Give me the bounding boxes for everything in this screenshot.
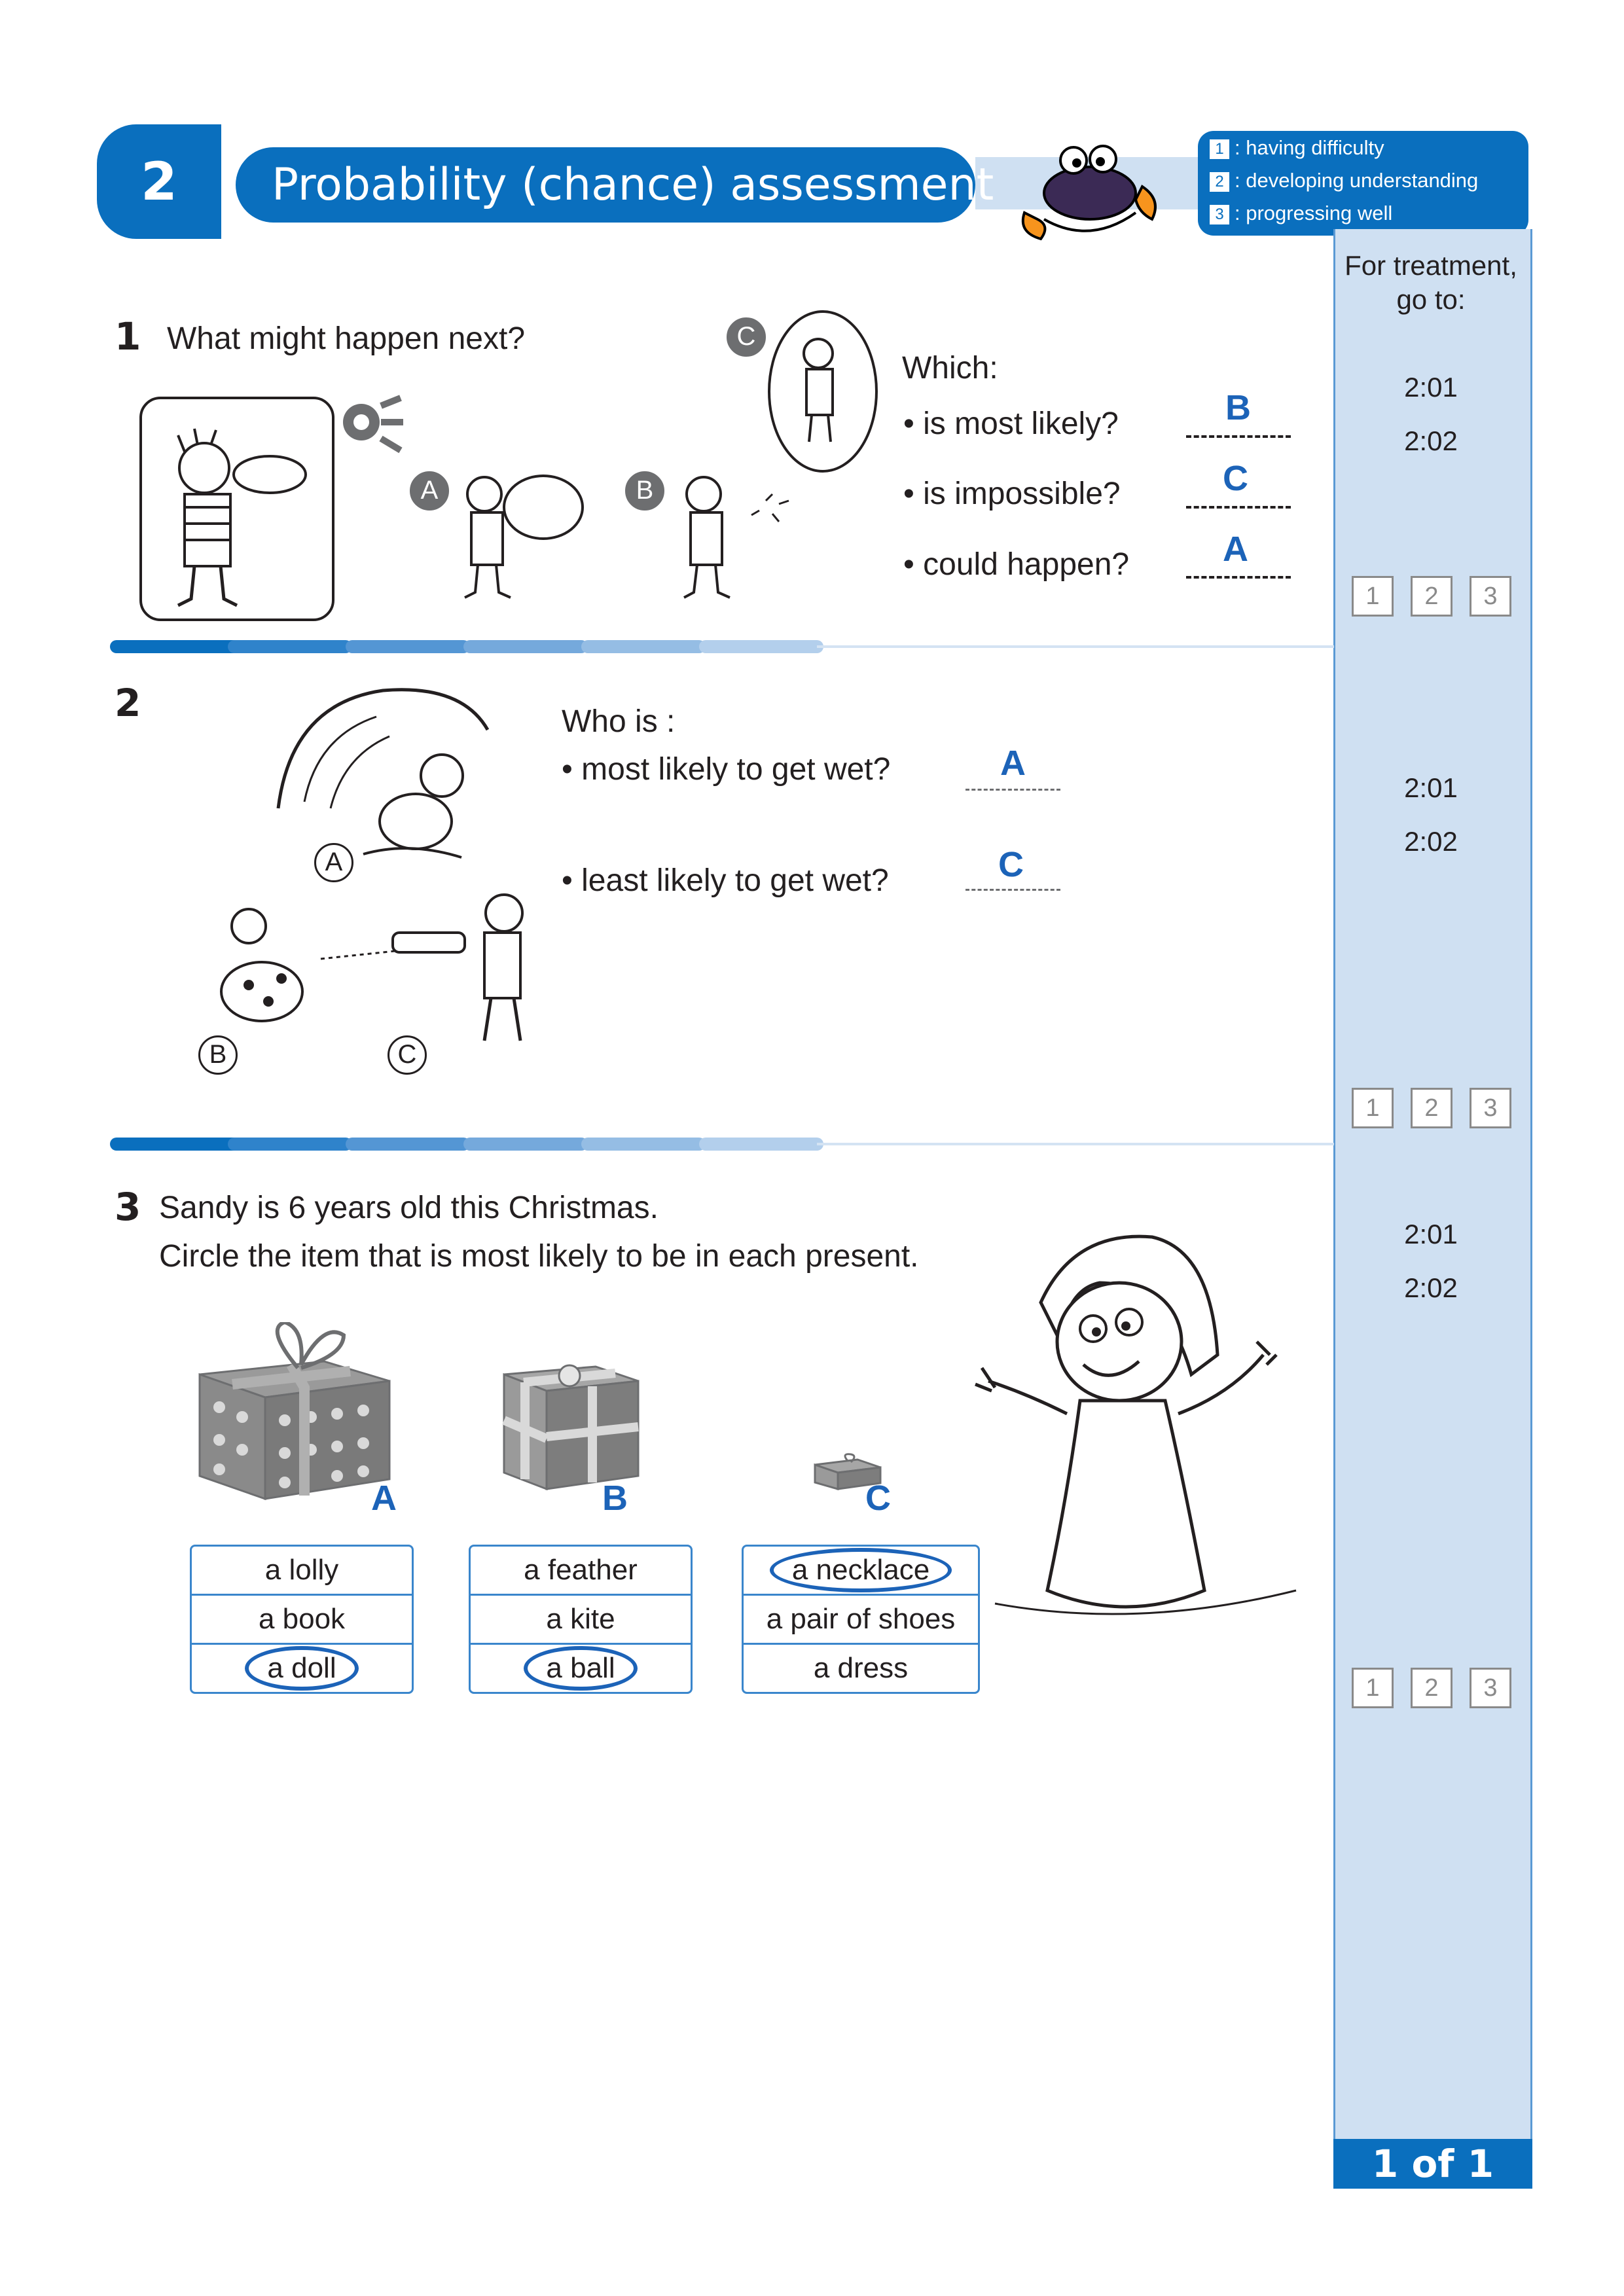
answer-blank (1186, 576, 1291, 579)
large-present-icon (193, 1322, 396, 1505)
q2-answer[interactable]: A (1000, 744, 1026, 783)
answer-blank (1186, 435, 1291, 438)
boy-popped-bubble-illustration (668, 468, 805, 605)
treatment-ref[interactable]: 2:02 (1404, 826, 1458, 857)
rating-box[interactable]: 1 (1352, 1668, 1394, 1708)
q2-answer[interactable]: C (998, 845, 1024, 884)
q1-item-text: • is most likely? (903, 406, 1119, 441)
present-label: B (602, 1479, 628, 1518)
option-label-b: B (198, 1035, 238, 1075)
q2-item-text: • most likely to get wet? (562, 752, 891, 787)
rating-box[interactable]: 2 (1411, 576, 1453, 617)
option-label-a: A (314, 843, 353, 882)
question-prompt: Sandy is 6 years old this Christmas. (159, 1191, 659, 1225)
boy-big-bubble-illustration (452, 468, 589, 605)
which-label: Which: (902, 351, 998, 386)
q1-item-text: • could happen? (903, 547, 1130, 582)
treatment-heading: For treatment, go to: (1344, 250, 1517, 315)
rating-box[interactable]: 3 (1470, 576, 1511, 617)
section-number: 2 (141, 151, 177, 212)
question-prompt: Circle the item that is most likely to be in each present. (159, 1239, 919, 1274)
present-b-options (469, 1545, 693, 1694)
option-label-b: B (625, 471, 664, 511)
q1-answer[interactable]: B (1225, 388, 1251, 427)
section-badge (97, 124, 221, 239)
treatment-ref[interactable]: 2:02 (1404, 1272, 1458, 1303)
option-cell-circled[interactable]: a necklace (744, 1547, 978, 1596)
gear-arrows-icon (335, 393, 407, 458)
option-cell[interactable]: a book (192, 1596, 412, 1645)
page-indicator: 1 of 1 (1333, 2139, 1532, 2189)
answer-blank (965, 789, 1060, 791)
boy-inside-bubble-illustration (766, 308, 880, 475)
rating-box[interactable]: 1 (1352, 576, 1394, 617)
question-number: 2 (115, 681, 141, 725)
rating-box[interactable]: 2 (1411, 1088, 1453, 1128)
title-banner (236, 147, 994, 223)
legend-row: 1 : having difficulty (1210, 135, 1384, 161)
option-cell[interactable]: a feather (471, 1547, 691, 1596)
rating-box[interactable]: 1 (1352, 1088, 1394, 1128)
option-label-a: A (410, 471, 449, 511)
present-a-options (190, 1545, 414, 1694)
treatment-ref[interactable]: 2:01 (1404, 372, 1458, 403)
q1-item-text: • is impossible? (903, 476, 1121, 511)
crab-mascot-icon (1005, 134, 1175, 252)
question-number: 3 (115, 1185, 141, 1229)
treatment-ref[interactable]: 2:01 (1404, 1219, 1458, 1249)
rating-box[interactable]: 2 (1411, 1668, 1453, 1708)
boy-blowing-bubble-illustration (139, 396, 335, 622)
question-prompt: What might happen next? (167, 321, 526, 356)
q1-answer[interactable]: C (1223, 459, 1248, 498)
medium-present-icon (497, 1348, 648, 1499)
question-prompt: Who is : (562, 704, 676, 739)
rating-boxes-q2 (1352, 1088, 1511, 1128)
sandy-girl-illustration (969, 1224, 1309, 1643)
water-pistol-illustration (196, 887, 537, 1057)
option-cell[interactable]: a pair of shoes (744, 1596, 978, 1645)
option-cell-circled[interactable]: a doll (192, 1645, 412, 1692)
option-cell[interactable]: a lolly (192, 1547, 412, 1596)
option-label-c: C (727, 317, 766, 357)
option-cell[interactable]: a dress (813, 1652, 909, 1684)
treatment-column (1333, 229, 1532, 2186)
question-number: 1 (115, 314, 141, 359)
option-cell[interactable]: a kite (471, 1596, 691, 1645)
present-label: A (371, 1479, 397, 1518)
treatment-ref[interactable]: 2:02 (1404, 425, 1458, 456)
treatment-ref[interactable]: 2:01 (1404, 772, 1458, 803)
legend-row: 2 : developing understanding (1210, 168, 1478, 194)
option-label-c: C (388, 1035, 427, 1075)
answer-blank (965, 889, 1060, 891)
answer-blank (1186, 506, 1291, 509)
present-c-options (742, 1545, 980, 1694)
q1-answer[interactable]: A (1223, 529, 1248, 569)
page-title: Probability (chance) assessment (272, 159, 994, 211)
boy-under-wave-illustration (265, 677, 507, 874)
rating-boxes-q3 (1352, 1668, 1511, 1708)
section-divider (110, 640, 1334, 653)
q2-item-text: • least likely to get wet? (562, 863, 889, 898)
rating-box[interactable]: 3 (1470, 1088, 1511, 1128)
legend-row: 3 : progressing well (1210, 200, 1392, 226)
option-cell-circled[interactable]: a ball (471, 1645, 691, 1692)
rating-boxes-q1 (1352, 576, 1511, 617)
rating-box[interactable]: 3 (1470, 1668, 1511, 1708)
section-divider (110, 1138, 1334, 1151)
present-label: C (865, 1479, 891, 1518)
rating-legend (1198, 131, 1528, 236)
